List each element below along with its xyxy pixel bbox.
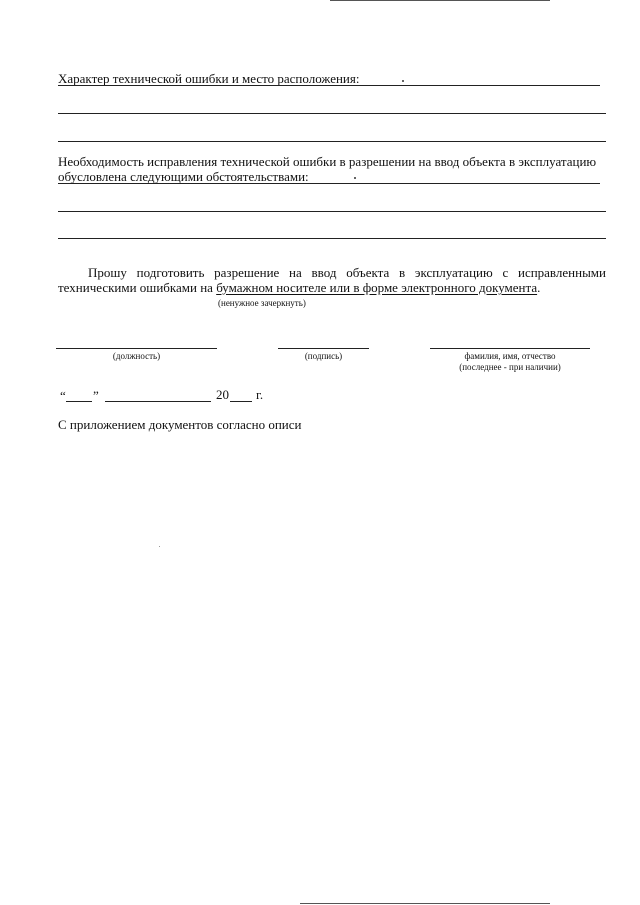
date-day-line [66,401,92,402]
error-nature-line-3 [58,141,606,142]
stray-dot-2 [354,177,356,179]
error-nature-line-1 [58,85,600,86]
date-open-quote: “ [60,388,66,403]
fullname-caption-1: фамилия, имя, отчество [464,351,556,361]
date-month-line [105,401,211,402]
position-caption: (должность) [112,351,161,361]
date-year-line [230,401,252,402]
request-prefix: техническими ошибками на [58,280,217,295]
signature-caption: (подпись) [304,351,343,361]
request-text-line1: Прошу подготовить разрешение на ввод объекта в эксплуатацию с исправленными [88,265,606,280]
necessity-text-line1: Необходимость исправления технической ошибки в разрешении на ввод объекта в эксплуатацию [58,154,597,169]
speck [159,546,160,547]
date-close-quote: ” [93,388,99,403]
fullname-caption-2: (последнее - при наличии) [459,362,561,372]
necessity-line-3 [58,238,606,239]
date-year-suffix: г. [256,387,264,402]
necessity-line-1 [58,183,600,184]
fullname-line [430,348,590,349]
date-year-prefix: 20 [216,387,229,402]
error-nature-line-2 [58,113,606,114]
attachments-text: С приложением документов согласно описи [58,417,302,432]
request-text-line2 [58,280,540,296]
request-format-options: бумажном носителе или в форме электронного документа [216,280,538,295]
stray-dot [402,80,404,82]
necessity-text-line2: обусловлена следующими обстоятельствами: [58,169,309,184]
top-edge-line [330,0,550,1]
signature-line [278,348,369,349]
error-nature-label: Характер технической ошибки и место расположения: [58,71,360,86]
strike-note: (ненужное зачеркнуть) [218,298,306,308]
necessity-line-2 [58,211,606,212]
position-line [56,348,217,349]
request-suffix: . [537,280,541,295]
bottom-edge-line [300,903,550,904]
